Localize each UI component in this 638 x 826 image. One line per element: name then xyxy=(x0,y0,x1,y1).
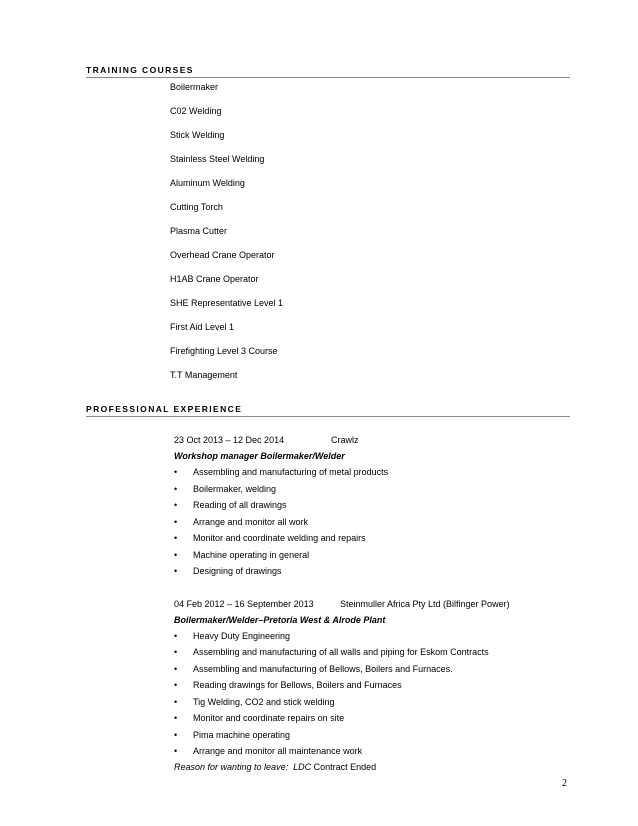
training-item: Plasma Cutter xyxy=(170,226,228,236)
bullet-text: Boilermaker, welding xyxy=(193,484,277,494)
training-item: Cutting Torch xyxy=(170,202,223,212)
bullet-icon: • xyxy=(174,484,178,494)
bullet-icon: • xyxy=(174,730,178,740)
bullet-text: Pima machine operating xyxy=(193,730,291,740)
bullet-text: Machine operating in general xyxy=(193,550,310,560)
bullet-icon: • xyxy=(174,550,178,560)
bullet-icon: • xyxy=(174,631,178,641)
training-courses-heading: TRAINING COURSES xyxy=(86,65,570,78)
reason-value: LDC xyxy=(293,762,312,772)
training-item: Overhead Crane Operator xyxy=(170,250,275,260)
bullet-icon: • xyxy=(174,566,178,576)
training-item: H1AB Crane Operator xyxy=(170,274,259,284)
professional-experience-heading: PROFESSIONAL EXPERIENCE xyxy=(86,404,570,417)
reason-rest: Contract Ended xyxy=(313,762,377,772)
training-item: Boilermaker xyxy=(170,82,219,92)
training-item: Stick Welding xyxy=(170,130,225,140)
bullet-icon: • xyxy=(174,500,178,510)
training-item: T.T Management xyxy=(170,370,238,380)
training-item: C02 Welding xyxy=(170,106,222,116)
bullet-text: Monitor and coordinate repairs on site xyxy=(193,713,345,723)
bullet-text: Monitor and coordinate welding and repairs xyxy=(193,533,366,543)
job-2-company: Steinmuller Africa Pty Ltd (Bilfinger Power) xyxy=(340,599,510,609)
bullet-icon: • xyxy=(174,647,178,657)
bullet-icon: • xyxy=(174,533,178,543)
training-item: First Aid Level 1 xyxy=(170,322,235,332)
bullet-text: Assembling and manufacturing of all walls and piping for Eskom Contracts xyxy=(193,647,489,657)
bullet-text: Assembling and manufacturing of metal products xyxy=(193,467,389,477)
page-number: 2 xyxy=(562,778,567,789)
job-1-title: Workshop manager Boilermaker/Welder xyxy=(174,451,345,461)
bullet-text: Reading drawings for Bellows, Boilers and Furnaces xyxy=(193,680,402,690)
bullet-text: Arrange and monitor all work xyxy=(193,517,309,527)
bullet-icon: • xyxy=(174,517,178,527)
training-item: Aluminum Welding xyxy=(170,178,245,188)
bullet-text: Heavy Duty Engineering xyxy=(193,631,291,641)
bullet-icon: • xyxy=(174,713,178,723)
bullet-icon: • xyxy=(174,697,178,707)
bullet-icon: • xyxy=(174,664,178,674)
bullet-text: Arrange and monitor all maintenance work xyxy=(193,746,363,756)
job-2-reason xyxy=(174,762,376,772)
bullet-text: Reading of all drawings xyxy=(193,500,287,510)
training-item: Stainless Steel Welding xyxy=(170,154,265,164)
bullet-icon: • xyxy=(174,467,178,477)
training-item: SHE Representative Level 1 xyxy=(170,298,284,308)
job-1-company: Crawlz xyxy=(331,435,359,445)
reason-label: Reason for wanting to leave: xyxy=(174,762,289,772)
job-1-dates: 23 Oct 2013 – 12 Dec 2014 xyxy=(174,435,285,445)
job-2-dates: 04 Feb 2012 – 16 September 2013 xyxy=(174,599,314,609)
bullet-icon: • xyxy=(174,746,178,756)
bullet-icon: • xyxy=(174,680,178,690)
training-item: Firefighting Level 3 Course xyxy=(170,346,278,356)
job-2-title: Boilermaker/Welder–Pretoria West & Alrode Plant xyxy=(174,615,386,625)
bullet-text: Tig Welding, CO2 and stick welding xyxy=(193,697,335,707)
bullet-text: Assembling and manufacturing of Bellows, Boilers and Furnaces. xyxy=(193,664,453,674)
bullet-text: Designing of drawings xyxy=(193,566,282,576)
